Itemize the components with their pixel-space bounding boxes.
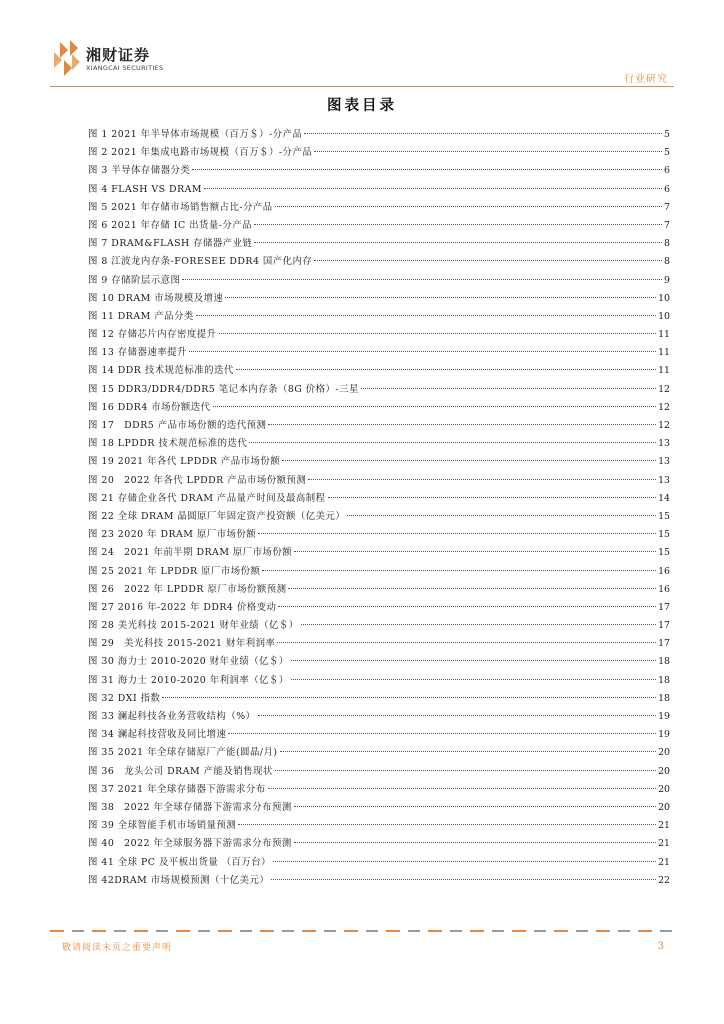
toc-entry-page[interactable]: 5	[664, 147, 670, 159]
toc-entry[interactable]	[88, 472, 670, 490]
toc-entry[interactable]	[88, 726, 670, 744]
toc-entry-label[interactable]: 图 4 FLASH VS DRAM	[88, 183, 202, 195]
toc-entry[interactable]	[88, 617, 670, 635]
toc-entry[interactable]	[88, 272, 670, 290]
toc-entry[interactable]	[88, 854, 670, 872]
toc-entry-label[interactable]: 图 24 2021 年前半期 DRAM 原厂市场份额	[88, 547, 293, 559]
toc-entry-label[interactable]: 图 35 2021 年全球存储原厂产能(圆晶/月)	[88, 747, 278, 759]
toc-entry-page[interactable]: 7	[664, 219, 670, 231]
toc-leader-dots	[294, 551, 656, 552]
toc-entry-label[interactable]: 图 6 2021 年存储 IC 出货量-分产品	[88, 219, 253, 231]
toc-entry-label[interactable]: 图 9 存储阶层示意图	[88, 274, 181, 286]
header-divider	[50, 86, 674, 87]
toc-entry-label[interactable]: 图 7 DRAM&FLASH 存储器产业链	[88, 238, 253, 250]
toc-leader-dots	[213, 406, 657, 407]
toc-entry[interactable]	[88, 381, 670, 399]
toc-leader-dots	[258, 715, 657, 716]
toc-entry-page[interactable]: 9	[664, 274, 670, 286]
toc-entry[interactable]	[88, 126, 670, 144]
toc-entry-label[interactable]: 图 28 美光科技 2015-2021 财年业绩（亿＄）	[88, 620, 299, 632]
toc-entry-label[interactable]: 图 3 半导体存储器分类	[88, 165, 191, 177]
toc-entry[interactable]	[88, 417, 670, 435]
toc-leader-dots	[304, 133, 662, 134]
page-header	[0, 0, 724, 90]
toc-leader-dots	[236, 369, 656, 370]
toc-entry-page[interactable]: 17	[658, 638, 670, 650]
toc-entry[interactable]	[88, 744, 670, 762]
toc-entry-label[interactable]: 图 19 2021 年各代 LPDDR 产品市场份额	[88, 456, 281, 468]
toc-entry-label[interactable]: 图 37 2021 年全球存储器下游需求分布	[88, 783, 266, 795]
toc-entry-page[interactable]: 13	[658, 474, 670, 486]
toc-entry-page[interactable]: 20	[658, 765, 670, 777]
toc-leader-dots	[228, 733, 656, 734]
toc-entry-label[interactable]: 图 15 DDR3/DDR4/DDR5 笔记本内存条（8G 价格）-三星	[88, 383, 359, 395]
toc-entry-label[interactable]: 图 21 存储企业各代 DRAM 产品量产时间及最高制程	[88, 492, 326, 504]
toc-entry-label[interactable]: 图 33 澜起科技各业务营收结构（%）	[88, 711, 256, 722]
toc-entry[interactable]	[88, 217, 670, 235]
toc-list	[88, 126, 670, 890]
toc-entry-label[interactable]: 图 32 DXI 指数	[88, 692, 161, 704]
toc-entry[interactable]	[88, 399, 670, 417]
toc-entry[interactable]	[88, 781, 670, 799]
toc-entry-label[interactable]: 图 20 2022 年各代 LPDDR 产品市场份额预测	[88, 474, 307, 486]
toc-entry-label[interactable]: 图 5 2021 年存储市场销售额占比-分产品	[88, 201, 273, 213]
toc-entry[interactable]	[88, 653, 670, 671]
toc-entry-page[interactable]: 19	[658, 711, 670, 722]
toc-entry-label[interactable]: 图 25 2021 年 LPDDR 原厂市场份额	[88, 565, 261, 577]
toc-entry-page[interactable]: 21	[658, 838, 670, 850]
toc-entry-page[interactable]: 15	[658, 529, 670, 541]
toc-entry-label[interactable]: 图 18 LPDDR 技术规范标准的迭代	[88, 438, 248, 450]
toc-leader-dots	[308, 479, 656, 480]
toc-entry[interactable]	[88, 526, 670, 544]
toc-entry[interactable]	[88, 872, 670, 890]
toc-entry-page[interactable]: 18	[658, 656, 670, 668]
toc-entry[interactable]	[88, 253, 670, 271]
toc-leader-dots	[225, 297, 656, 298]
toc-entry-page[interactable]: 16	[658, 565, 670, 577]
toc-title: 图表目录	[327, 98, 397, 114]
toc-entry-page[interactable]: 22	[658, 874, 670, 886]
toc-entry[interactable]	[88, 490, 670, 508]
toc-leader-dots	[282, 460, 656, 461]
toc-entry-page[interactable]: 10	[658, 310, 670, 322]
toc-entry[interactable]	[88, 581, 670, 599]
toc-entry-page[interactable]: 17	[658, 620, 670, 632]
report-type-label: 行业研究	[624, 74, 668, 85]
toc-entry[interactable]	[88, 290, 670, 308]
toc-entry[interactable]	[88, 362, 670, 380]
toc-entry[interactable]	[88, 199, 670, 217]
toc-leader-dots	[291, 660, 656, 661]
toc-entry-label[interactable]: 图 38 2022 年全球存储器下游需求分布预测	[88, 801, 292, 813]
toc-entry-label[interactable]: 图 34 澜起科技营收及同比增速	[88, 729, 227, 741]
toc-entry-label[interactable]: 图 41 全球 PC 及平板出货量 （百万台）	[88, 856, 272, 868]
toc-entry-page[interactable]: 20	[658, 747, 670, 759]
toc-entry[interactable]	[88, 835, 670, 853]
toc-entry-page[interactable]: 15	[658, 547, 670, 559]
toc-leader-dots	[275, 206, 662, 207]
brand-name: 湘财证券	[86, 46, 151, 64]
toc-entry[interactable]	[88, 453, 670, 471]
toc-entry-page[interactable]: 11	[658, 347, 670, 359]
toc-leader-dots	[268, 788, 656, 789]
toc-entry-page[interactable]: 11	[658, 329, 670, 341]
toc-entry-label[interactable]: 图 2 2021 年集成电路市场规模（百万＄）-分产品	[88, 147, 313, 159]
toc-leader-dots	[275, 770, 656, 771]
toc-entry[interactable]	[88, 144, 670, 162]
toc-leader-dots	[219, 333, 657, 334]
toc-leader-dots	[301, 624, 656, 625]
toc-leader-dots	[249, 442, 656, 443]
toc-leader-dots	[268, 424, 656, 425]
toc-entry-page[interactable]: 8	[664, 256, 670, 268]
disclaimer-note: 敬请阅读末页之重要声明	[62, 943, 173, 953]
toc-leader-dots	[162, 697, 656, 698]
toc-entry-page[interactable]: 6	[664, 183, 670, 195]
toc-entry[interactable]	[88, 308, 670, 326]
toc-entry-label[interactable]: 图 17 DDR5 产品市场份额的迭代预测	[88, 420, 267, 431]
toc-entry-page[interactable]: 11	[658, 365, 670, 377]
toc-entry-label[interactable]: 图 10 DRAM 市场规模及增速	[88, 292, 224, 304]
toc-entry-page[interactable]: 12	[658, 383, 670, 395]
toc-entry-page[interactable]: 21	[658, 856, 670, 868]
toc-entry-label[interactable]: 图 16 DDR4 市场份额迭代	[88, 401, 211, 413]
toc-leader-dots	[192, 169, 662, 170]
toc-entry-page[interactable]: 20	[658, 801, 670, 813]
toc-leader-dots	[189, 351, 656, 352]
toc-entry[interactable]	[88, 326, 670, 344]
toc-leader-dots	[314, 260, 662, 261]
toc-entry[interactable]	[88, 162, 670, 180]
toc-leader-dots	[262, 570, 656, 571]
toc-entry-page[interactable]: 12	[658, 401, 670, 413]
toc-leader-dots	[278, 606, 656, 607]
toc-leader-dots	[280, 751, 656, 752]
toc-leader-dots	[361, 388, 656, 389]
toc-entry-label[interactable]: 图 13 存储器速率提升	[88, 347, 187, 359]
toc-entry[interactable]	[88, 181, 670, 199]
toc-entry[interactable]	[88, 635, 670, 653]
toc-entry-page[interactable]: 5	[664, 129, 670, 140]
toc-entry-label[interactable]: 图 8 江波龙内存条-FORESEE DDR4 国产化内存	[88, 256, 313, 268]
toc-entry[interactable]	[88, 344, 670, 362]
toc-entry-label[interactable]: 图 26 2022 年 LPDDR 原厂市场份额预测	[88, 583, 287, 595]
toc-leader-dots	[314, 151, 662, 152]
toc-entry-page[interactable]: 16	[658, 583, 670, 595]
toc-entry-page[interactable]: 6	[664, 165, 670, 177]
toc-entry[interactable]	[88, 690, 670, 708]
toc-entry[interactable]	[88, 708, 670, 726]
toc-entry-page[interactable]: 15	[658, 510, 670, 522]
brand-name-english: XIANGCAI SECURITIES	[86, 64, 164, 72]
toc-entry[interactable]	[88, 235, 670, 253]
toc-leader-dots	[182, 279, 662, 280]
toc-entry[interactable]	[88, 799, 670, 817]
toc-entry[interactable]	[88, 817, 670, 835]
toc-leader-dots	[258, 533, 656, 534]
toc-leader-dots	[347, 515, 656, 516]
toc-leader-dots	[254, 242, 662, 243]
toc-entry-label[interactable]: 图 1 2021 年半导体市场规模（百万＄）-分产品	[88, 129, 303, 140]
toc-entry-label[interactable]: 图 29 美光科技 2015-2021 财年利润率	[88, 638, 276, 650]
toc-entry-label[interactable]: 图 12 存储芯片内存密度提升	[88, 329, 217, 341]
toc-entry-label[interactable]: 图 23 2020 年 DRAM 原厂市场份额	[88, 529, 257, 541]
toc-leader-dots	[238, 824, 656, 825]
toc-leader-dots	[273, 861, 656, 862]
toc-entry-label[interactable]: 图 42DRAM 市场规模预测（十亿美元）	[88, 874, 270, 886]
toc-entry[interactable]	[88, 563, 670, 581]
footer-divider	[50, 930, 674, 932]
toc-entry-page[interactable]: 7	[664, 201, 670, 213]
toc-entry-page[interactable]: 17	[658, 601, 670, 613]
toc-entry-label[interactable]: 图 11 DRAM 产品分类	[88, 310, 194, 322]
toc-entry-page[interactable]: 18	[658, 674, 670, 686]
toc-leader-dots	[291, 679, 656, 680]
toc-leader-dots	[196, 315, 656, 316]
toc-entry-page[interactable]: 14	[658, 492, 670, 504]
toc-entry-page[interactable]: 20	[658, 783, 670, 795]
toc-entry[interactable]	[88, 672, 670, 690]
toc-entry-label[interactable]: 图 36 龙头公司 DRAM 产能及销售现状	[88, 765, 273, 777]
toc-entry-label[interactable]: 图 14 DDR 技术规范标准的迭代	[88, 365, 234, 377]
toc-leader-dots	[277, 642, 656, 643]
toc-leader-dots	[294, 806, 656, 807]
toc-entry-label[interactable]: 图 27 2016 年-2022 年 DDR4 价格变动	[88, 601, 277, 613]
toc-leader-dots	[328, 497, 657, 498]
toc-leader-dots	[254, 224, 662, 225]
toc-leader-dots	[288, 588, 656, 589]
toc-entry-page[interactable]: 13	[658, 456, 670, 468]
page-number: 3	[657, 941, 664, 952]
toc-entry-label[interactable]: 图 22 全球 DRAM 晶圆原厂年固定资产投资额（亿美元）	[88, 510, 346, 522]
toc-entry[interactable]	[88, 599, 670, 617]
toc-leader-dots	[271, 879, 656, 880]
toc-entry[interactable]	[88, 508, 670, 526]
toc-entry-page[interactable]: 19	[658, 729, 670, 741]
toc-entry-page[interactable]: 21	[658, 820, 670, 832]
toc-leader-dots	[294, 842, 656, 843]
toc-entry-label[interactable]: 图 30 海力士 2010-2020 财年业绩（亿＄）	[88, 656, 289, 668]
toc-entry[interactable]	[88, 763, 670, 781]
xiangcai-logo-icon	[50, 38, 90, 78]
toc-entry-label[interactable]: 图 39 全球智能手机市场销量预测	[88, 820, 237, 832]
toc-leader-dots	[204, 188, 662, 189]
toc-entry-page[interactable]: 10	[658, 292, 670, 304]
toc-entry-page[interactable]: 12	[658, 420, 670, 431]
toc-entry-page[interactable]: 18	[658, 692, 670, 704]
toc-entry-page[interactable]: 13	[658, 438, 670, 450]
toc-entry[interactable]	[88, 544, 670, 562]
toc-entry[interactable]	[88, 435, 670, 453]
toc-entry-page[interactable]: 8	[664, 238, 670, 250]
toc-entry-label[interactable]: 图 31 海力士 2010-2020 年利润率（亿＄）	[88, 674, 289, 686]
toc-entry-label[interactable]: 图 40 2022 年全球服务器下游需求分布预测	[88, 838, 292, 850]
